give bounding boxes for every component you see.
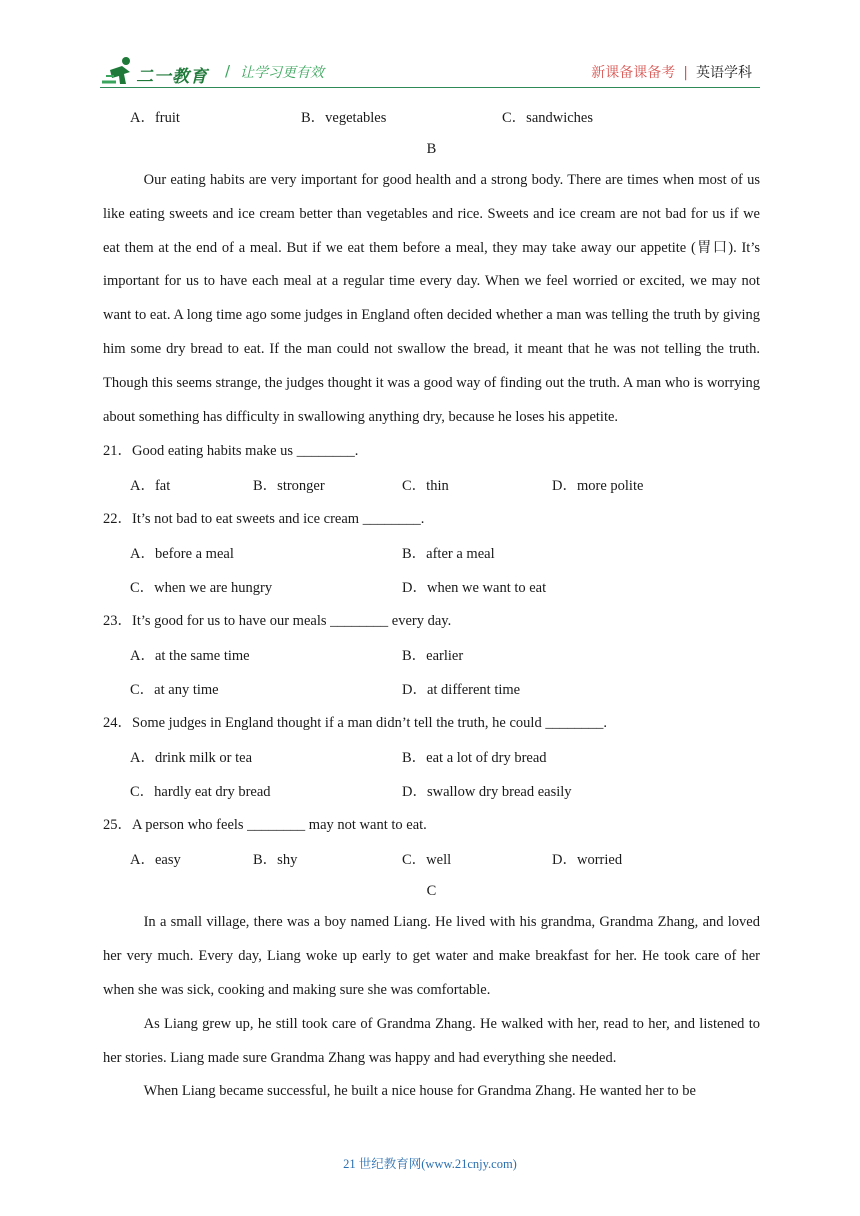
option-c: C．well	[402, 852, 452, 869]
question-stem: 21．Good eating habits make us ________.	[103, 443, 359, 460]
passage-c-paragraph: As Liang grew up, he still took care of Grandma Zhang. He walked with her, read to her, and listened to her stories. Liang made sure Grandma Zhang was happy and had everything she needed.	[103, 1015, 760, 1066]
question-options	[103, 468, 760, 502]
option-b: B．after a meal	[402, 546, 495, 563]
option-d: D．at different time	[402, 682, 521, 699]
option-d: D．when we want to eat	[402, 580, 547, 597]
option-a: A．fruit	[130, 110, 180, 126]
header-separator: |	[683, 65, 688, 81]
question-stem: 25．A person who feels ________ may not want to eat.	[103, 817, 427, 834]
question-options	[103, 570, 760, 604]
slogan: 让学习更有效	[240, 65, 324, 81]
runner-logo-icon	[100, 56, 140, 88]
option-b: B．vegetables	[301, 110, 387, 126]
option-a: A．at the same time	[130, 648, 250, 665]
option-b: B．stronger	[253, 478, 325, 495]
header-divider	[100, 87, 760, 88]
question-stem: 23．It’s good for us to have our meals ________ every day.	[103, 613, 452, 630]
question-stem: 22．It’s not bad to eat sweets and ice cream ________.	[103, 511, 425, 528]
logo-text: 二一教育	[136, 67, 208, 87]
option-c: C．hardly eat dry bread	[130, 784, 271, 801]
logo	[100, 56, 220, 90]
option-a: A．easy	[130, 852, 181, 869]
passage-b: Our eating habits are very important for good health and a strong body. There are times when most of us like eating sweets and ice cream better than vegetables and rice. Sweets and ice cream are not bad for us if we eat them at the end of a meal. But if we eat them before a meal, they may take away our appetite (胃口). It’s important for us to have each meal at a regular time every day. When we feel worried or excited, we may not want to eat. A long time ago some judges in England often decided whether a man was telling the truth by giving him some dry bread to eat. If the man could not swallow the bread, it meant that he was not telling the truth. Though this seems strange, the judges thought it was a good way of finding out the truth. A man who is worrying about something has difficulty in swallowing anything dry, because he loses his appetite.	[103, 172, 760, 425]
option-c: C．sandwiches	[502, 110, 594, 126]
question-options	[103, 774, 760, 808]
question-stem: 24．Some judges in England thought if a man didn’t tell the truth, he could ________.	[103, 715, 607, 732]
question-options	[103, 740, 760, 774]
question-options	[103, 842, 760, 876]
question-options	[103, 638, 760, 672]
option-a: A．drink milk or tea	[130, 750, 253, 767]
subject-label: 英语学科	[696, 65, 752, 81]
passage-c-paragraph: In a small village, there was a boy named Liang. He lived with his grandma, Grandma Zhang, and loved her very much. Every day, Liang woke up early to get water and make breakfast for her. He took care of her when she was sick, cooking and making sure she was comfortable.	[103, 914, 760, 998]
slogan-divider: /	[225, 62, 231, 80]
section-heading-c: C	[426, 883, 437, 900]
option-d: D．swallow dry bread easily	[402, 784, 572, 801]
page-header	[0, 0, 860, 90]
question-options	[103, 536, 760, 570]
course-label: 新课备课备考	[591, 65, 676, 81]
option-a: A．fat	[130, 478, 171, 495]
option-d: D．more polite	[552, 478, 644, 495]
option-a: A．before a meal	[130, 546, 234, 563]
option-b: B．shy	[253, 852, 298, 869]
option-c: C．thin	[402, 478, 449, 495]
page-content	[103, 100, 760, 1109]
option-b: B．eat a lot of dry bread	[402, 750, 547, 767]
option-c: C．when we are hungry	[130, 580, 273, 597]
option-d: D．worried	[552, 852, 623, 869]
option-b: B．earlier	[402, 648, 464, 665]
header-right	[591, 62, 752, 82]
option-c: C．at any time	[130, 682, 219, 699]
previous-question-options	[103, 100, 760, 134]
question-options	[103, 672, 760, 706]
passage-c-paragraph: When Liang became successful, he built a nice house for Grandma Zhang. He wanted her to be	[143, 1083, 696, 1100]
page-footer: 21 世纪教育网(www.21cnjy.com)	[343, 1157, 517, 1171]
section-heading-b: B	[426, 141, 437, 157]
